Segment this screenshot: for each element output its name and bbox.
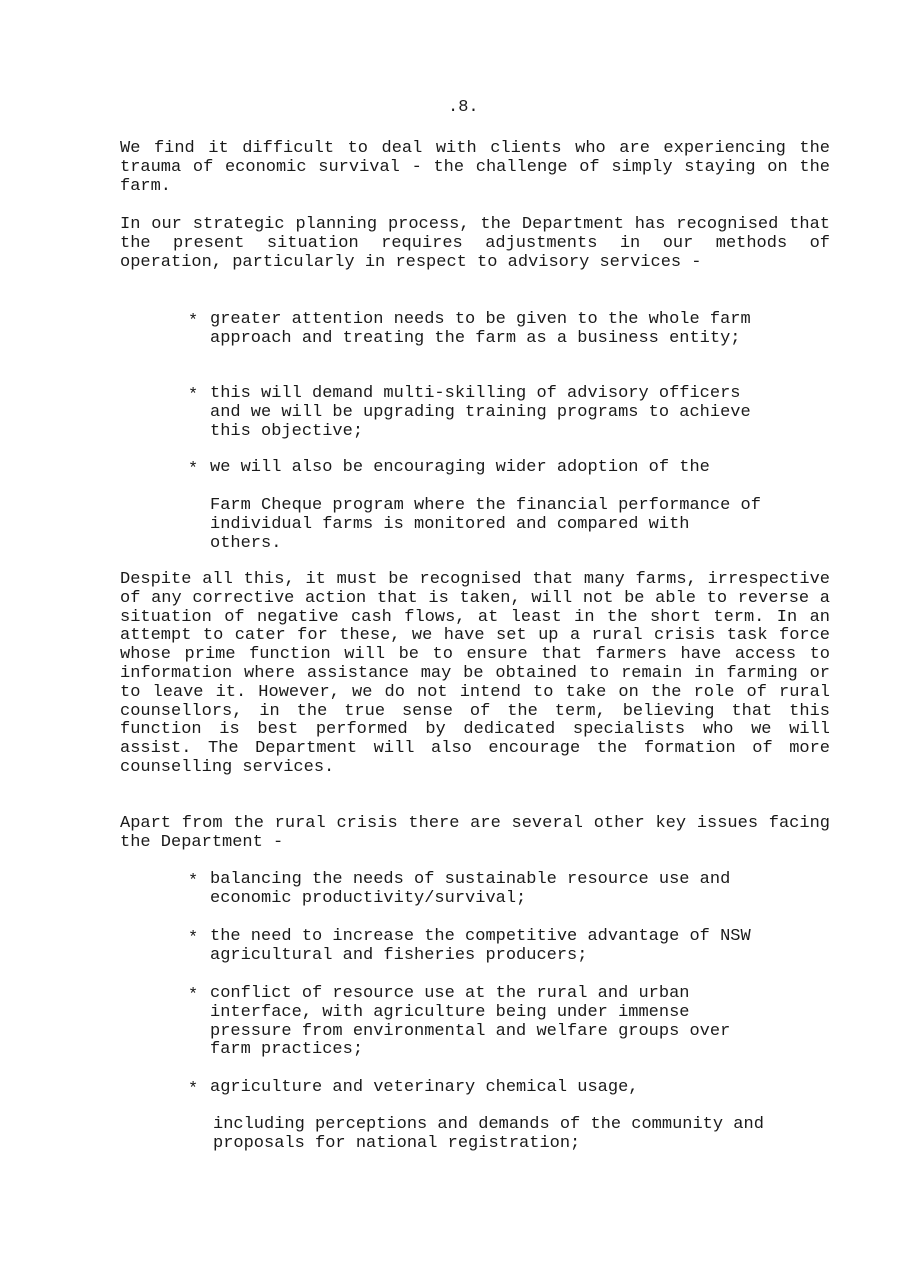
bullet-item	[188, 871, 768, 909]
bullet-marker: *	[188, 386, 199, 405]
paragraph-key-issues: Apart from the rural crisis there are several other key issues facing the Department -	[120, 814, 830, 852]
bullet-item	[188, 1079, 768, 1098]
bullet-marker: *	[188, 929, 199, 948]
bullet-continuation: including perceptions and demands of the community and proposals for national registration;	[213, 1115, 764, 1153]
paragraph-rural-crisis: Despite all this, it must be recognised that many farms, irrespective of any corrective action that is taken, will not be able to reverse a situation of negative cash flows, at least in the short term. In an attempt to cater for these, we have set up a rural crisis task force whose prime function will be to ensure that farmers have access to information where assistance may be obtained to remain in farming or to leave it. However, we do not intend to take on the role of rural counsellors, in the true sense of the term, believing that this function is best performed by dedicated specialists who we will assist. The Department will also encourage the formation of more counselling services.	[120, 570, 830, 777]
bullet-text: balancing the needs of sustainable resource use and economic productivity/survival;	[210, 870, 731, 908]
bullet-marker: *	[188, 312, 199, 331]
page-number: .8.	[448, 98, 479, 117]
bullet-item	[188, 385, 768, 441]
bullet-text: conflict of resource use at the rural and urban interface, with agriculture being under immense pressure from environmental and welfare groups over farm practices;	[210, 984, 731, 1060]
bullet-marker: *	[188, 460, 199, 479]
paragraph-strategic-planning: In our strategic planning process, the Department has recognised that the present situation requires adjustments in our methods of operation, particularly in respect to advisory services -	[120, 215, 830, 272]
paragraph-intro: We find it difficult to deal with clients who are experiencing the trauma of economic survival - the challenge of simply staying on the farm.	[120, 139, 830, 196]
bullet-text: we will also be encouraging wider adoption of the	[210, 458, 710, 477]
bullet-marker: *	[188, 986, 199, 1005]
bullet-item	[188, 928, 768, 966]
bullet-marker: *	[188, 872, 199, 891]
bullet-item	[188, 459, 768, 478]
bullet-text: agriculture and veterinary chemical usage,	[210, 1078, 639, 1097]
bullet-marker: *	[188, 1080, 199, 1099]
bullet-text: the need to increase the competitive advantage of NSW agricultural and fisheries producers;	[210, 927, 751, 965]
bullet-text: greater attention needs to be given to the whole farm approach and treating the farm as a business entity;	[210, 310, 751, 348]
bullet-item	[188, 985, 768, 1060]
bullet-text: this will demand multi-skilling of advisory officers and we will be upgrading training programs to achieve this objective;	[210, 384, 751, 441]
bullet-item	[188, 311, 768, 349]
bullet-continuation: Farm Cheque program where the financial performance of individual farms is monitored and compared with others.	[210, 496, 761, 553]
